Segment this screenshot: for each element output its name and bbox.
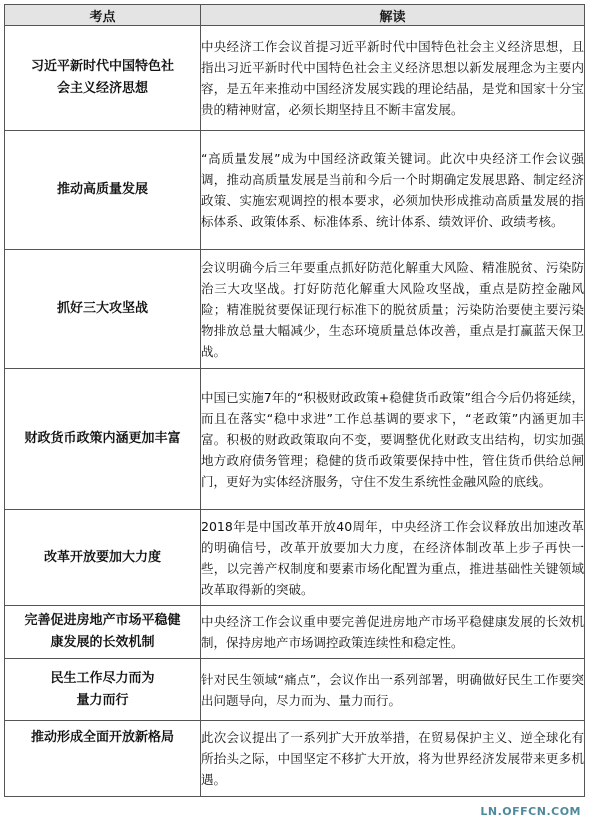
row-topic: 财政货币政策内涵更加丰富 [5, 369, 201, 510]
table-row [5, 606, 585, 659]
table-row [5, 510, 585, 606]
row-desc: 中央经济工作会议重申要完善促进房地产市场平稳健康发展的长效机制，保持房地产市场调控政策连续性和稳定性。 [201, 606, 585, 659]
policy-table [4, 4, 585, 797]
row-topic: 民生工作尽力而为量力而行 [5, 659, 201, 721]
table-row [5, 26, 585, 131]
table-row [5, 721, 585, 797]
row-topic: 完善促进房地产市场平稳健康发展的长效机制 [5, 606, 201, 659]
header-desc: 解读 [201, 5, 585, 26]
row-topic: 推动形成全面开放新格局 [5, 721, 201, 797]
row-topic: 习近平新时代中国特色社会主义经济思想 [5, 26, 201, 131]
table-row [5, 659, 585, 721]
site-watermark: LN.OFFCN.COM [480, 805, 581, 818]
table-row [5, 369, 585, 510]
row-desc: 中央经济工作会议首提习近平新时代中国特色社会主义经济思想，且指出习近平新时代中国特色社会主义经济思想以新发展理念为主要内容，是五年来推动中国经济发展实践的理论结晶，是党和国家十分宝贵的精神财富，必须长期坚持且不断丰富发展。 [201, 26, 585, 131]
row-desc: 中国已实施7年的“积极财政政策+稳健货币政策”组合今后仍将延续，而且在落实“稳中求进”工作总基调的要求下，“老政策”内涵更加丰富。积极的财政政策取向不变，要调整优化财政支出结构，切实加强地方政府债务管理；稳健的货币政策要保持中性，管住货币供给总闸门，更好为实体经济服务，守住不发生系统性金融风险的底线。 [201, 369, 585, 510]
header-row [5, 5, 585, 26]
row-desc: 2018年是中国改革开放40周年，中央经济工作会议释放出加速改革的明确信号，改革开放要加大力度，在经济体制改革上步子再快一些，以完善产权制度和要素市场化配置为重点，推进基础性关键领域改革取得新的突破。 [201, 510, 585, 606]
table-row [5, 250, 585, 369]
row-topic: 推动高质量发展 [5, 131, 201, 250]
row-desc: 此次会议提出了一系列扩大开放举措，在贸易保护主义、逆全球化有所抬头之际，中国坚定不移扩大开放，将为世界经济发展带来更多机遇。 [201, 721, 585, 797]
header-topic: 考点 [5, 5, 201, 26]
row-desc: “高质量发展”成为中国经济政策关键词。此次中央经济工作会议强调，推动高质量发展是当前和今后一个时期确定发展思路、制定经济政策、实施宏观调控的根本要求，必须加快形成推动高质量发展的指标体系、政策体系、标准体系、统计体系、绩效评价、政绩考核。 [201, 131, 585, 250]
row-topic: 改革开放要加大力度 [5, 510, 201, 606]
row-topic: 抓好三大攻坚战 [5, 250, 201, 369]
row-desc: 针对民生领域“痛点”，会议作出一系列部署，明确做好民生工作要突出问题导向，尽力而为、量力而行。 [201, 659, 585, 721]
row-desc: 会议明确今后三年要重点抓好防范化解重大风险、精准脱贫、污染防治三大攻坚战。打好防范化解重大风险攻坚战，重点是防控金融风险；精准脱贫要保证现行标准下的脱贫质量；污染防治要使主要污染物排放总量大幅减少，生态环境质量总体改善，重点是打赢蓝天保卫战。 [201, 250, 585, 369]
table-row [5, 131, 585, 250]
